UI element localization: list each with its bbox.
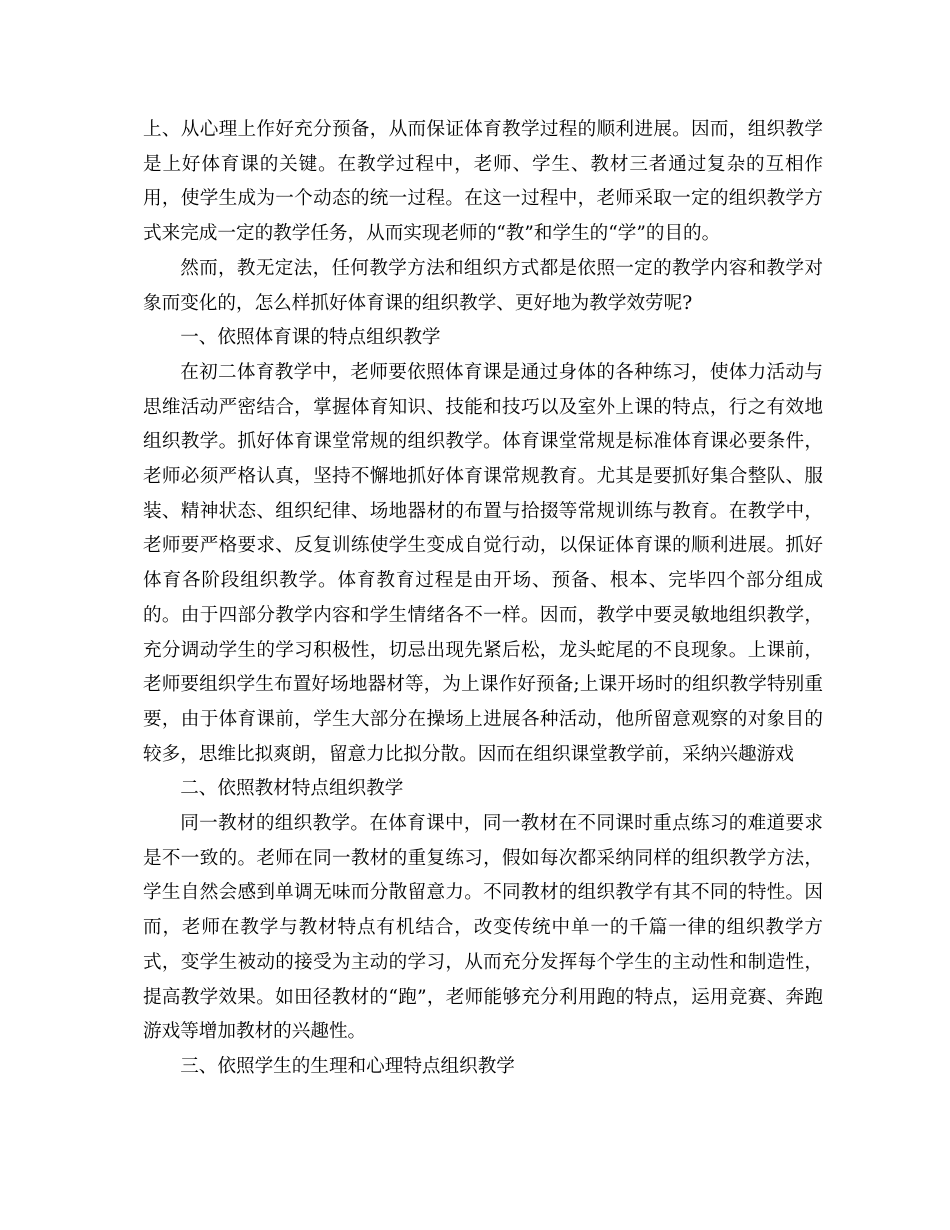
paragraph-continuation: 上、从心理上作好充分预备，从而保证体育教学过程的顺利进展。因而，组织教学是上好体育课的关键。在教学过程中，老师、学生、教材三者通过复杂的互相作用，使学生成为一个动态的统一过程。在这一过程中，老师采取一定的组织教学方式来完成一定的教学任务，从而实现老师的“教”和学生的“学”的目的。 [143, 119, 823, 245]
section-heading-2: 二、依照教材特点组织教学 [180, 778, 404, 800]
paragraph-intro: 然而，教无定法，任何教学方法和组织方式都是依照一定的教学内容和教学对象而变化的，怎么样抓好体育课的组织教学、更好地为教学效劳呢? [143, 257, 823, 314]
section-heading-1: 一、依照体育课的特点组织教学 [180, 327, 441, 349]
document-body [143, 113, 823, 1085]
section-heading-3: 三、依照学生的生理和心理特点组织教学 [180, 1055, 515, 1077]
paragraph-section-1: 在初二体育教学中，老师要依照体育课是通过身体的各种练习，使体力活动与思维活动严密结合，掌握体育知识、技能和技巧以及室外上课的特点，行之有效地组织教学。抓好体育课堂常规的组织教学。体育课堂常规是标准体育课必要条件，老师必须严格认真，坚持不懈地抓好体育课常规教育。尤其是要抓好集合整队、服装、精神状态、组织纪律、场地器材的布置与拾掇等常规训练与教育。在教学中，老师要严格要求、反复训练使学生变成自觉行动，以保证体育课的顺利进展。抓好体育各阶段组织教学。体育教育过程是由开场、预备、根本、完毕四个部分组成的。由于四部分教学内容和学生情绪各不一样。因而，教学中要灵敏地组织教学，充分调动学生的学习积极性，切忌出现先紧后松，龙头蛇尾的不良现象。上课前，老师要组织学生布置好场地器材等，为上课作好预备;上课开场时的组织教学特别重要，由于体育课前，学生大部分在操场上进展各种活动，他所留意观察的对象目的较多，思维比拟爽朗，留意力比拟分散。因而在组织课堂教学前，采纳兴趣游戏 [143, 361, 823, 765]
paragraph-section-2: 同一教材的组织教学。在体育课中，同一教材在不同课时重点练习的难道要求是不一致的。老师在同一教材的重复练习，假如每次都采纳同样的组织教学方法，学生自然会感到单调无味而分散留意力。不同教材的组织教学有其不同的特性。因而，老师在教学与教材特点有机结合，改变传统中单一的千篇一律的组织教学方式，变学生被动的接受为主动的学习，从而充分发挥每个学生的主动性和制造性，提高教学效果。如田径教材的“跑”，老师能够充分利用跑的特点，运用竞赛、奔跑游戏等增加教材的兴趣性。 [143, 813, 823, 1043]
